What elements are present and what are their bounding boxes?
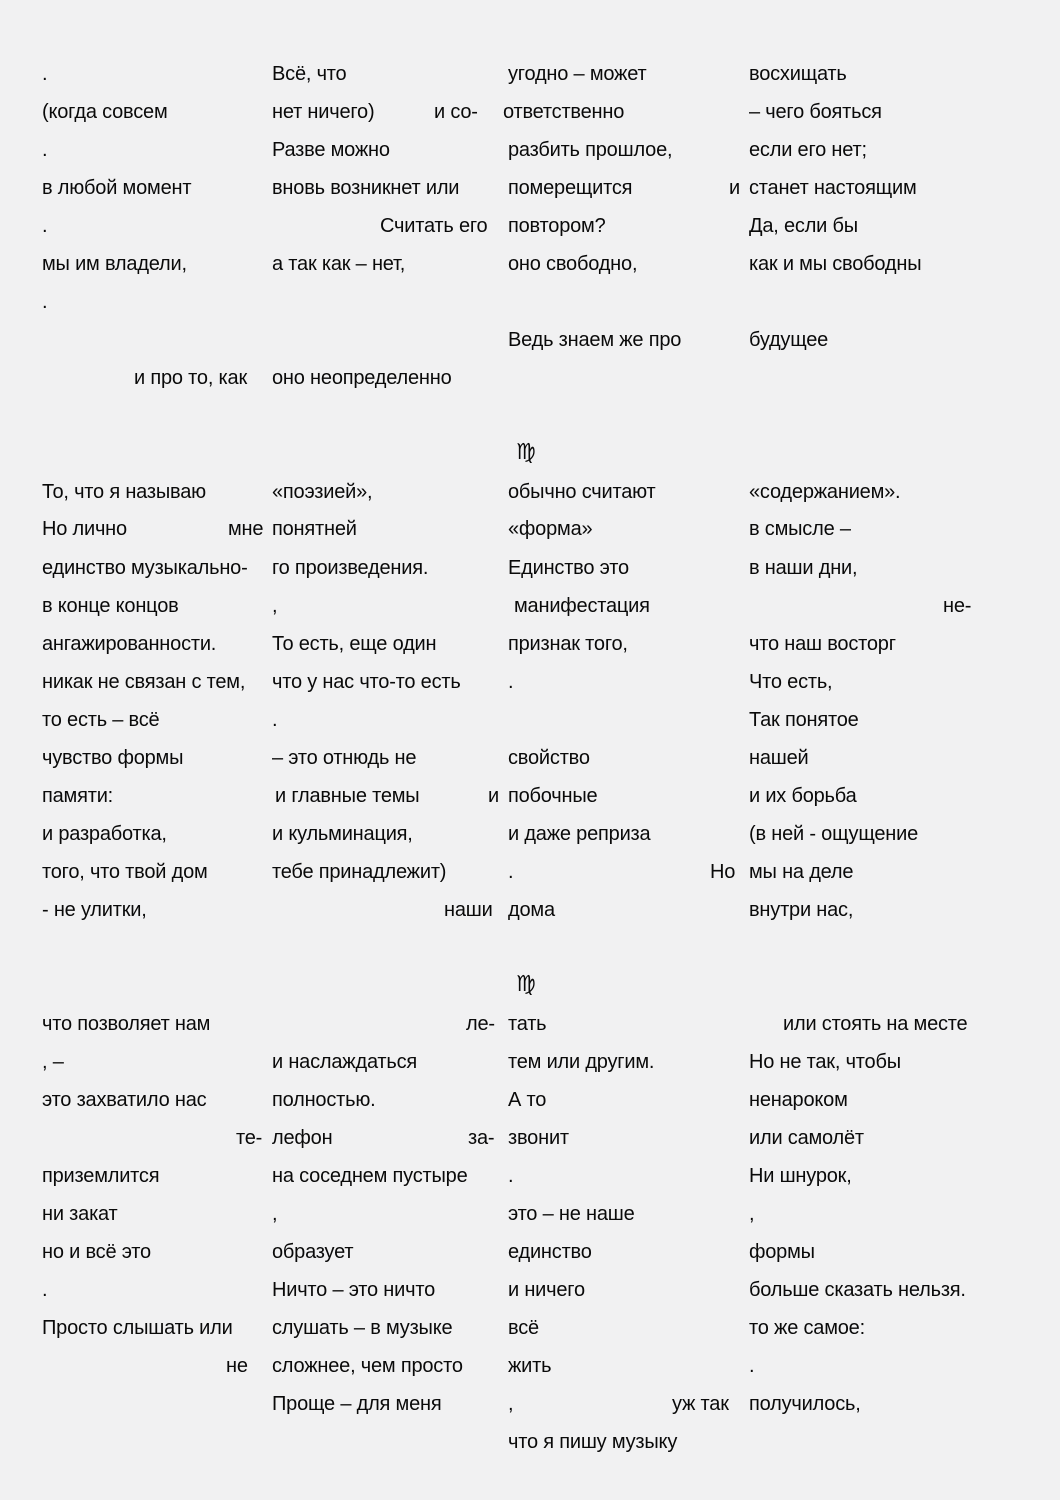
text-line: нашей	[749, 747, 809, 769]
text-line: Но не так, чтобы	[749, 1051, 901, 1073]
text-line: – это отнюдь не	[272, 747, 417, 769]
text-line: того, что твой дом	[42, 861, 208, 883]
text-line: в любой момент	[42, 177, 192, 199]
text-line: оно неопределенно	[272, 367, 452, 389]
text-line: полностью.	[272, 1089, 376, 1111]
text-line: памяти:	[42, 785, 114, 807]
text-line: приземлится	[42, 1165, 160, 1187]
text-line: слушать – в музыке	[272, 1317, 453, 1339]
text-line: чувство формы	[42, 747, 184, 769]
text-line: мне	[228, 518, 264, 540]
text-line: ,	[272, 1203, 278, 1225]
text-line: оно свободно,	[508, 253, 638, 275]
text-line: и	[729, 177, 740, 199]
text-line: (когда совсем	[42, 101, 168, 123]
text-line: То, что я называю	[42, 481, 206, 503]
text-line: это – не наше	[508, 1203, 635, 1225]
text-line: нет ничего)	[272, 101, 375, 123]
text-line: признак того,	[508, 633, 628, 655]
text-line: а так как – нет,	[272, 253, 406, 275]
text-line: «форма»	[508, 518, 593, 540]
text-line: жить	[508, 1355, 552, 1377]
text-line: как и мы свободны	[749, 253, 922, 275]
text-line: то есть – всё	[42, 709, 160, 731]
text-line: и разработка,	[42, 823, 167, 845]
text-line: – чего бояться	[749, 101, 882, 123]
text-line: Считать его	[380, 215, 488, 237]
text-line: А то	[508, 1089, 547, 1111]
text-line: на соседнем пустыре	[272, 1165, 468, 1187]
text-line: , –	[42, 1051, 64, 1073]
text-line: повтором?	[508, 215, 606, 237]
text-line: Ни шнурок,	[749, 1165, 852, 1187]
text-line: Так понятое	[749, 709, 859, 731]
text-line: и	[488, 785, 499, 807]
text-line: обычно считают	[508, 481, 656, 503]
text-line: угодно – может	[508, 63, 647, 85]
text-line: Просто слышать или	[42, 1317, 233, 1339]
text-line: ответственно	[503, 101, 625, 123]
text-line: и наслаждаться	[272, 1051, 418, 1073]
text-line: и про то, как	[134, 367, 247, 389]
text-line: ,	[508, 1393, 514, 1415]
text-line: и даже реприза	[508, 823, 651, 845]
text-line: тем или другим.	[508, 1051, 655, 1073]
text-line: Да, если бы	[749, 215, 858, 237]
text-line: то же самое:	[749, 1317, 865, 1339]
text-line: То есть, еще один	[272, 633, 437, 655]
text-line: .	[42, 139, 48, 161]
text-line: Но лично	[42, 518, 127, 540]
text-line: мы на деле	[749, 861, 854, 883]
text-line: всё	[508, 1317, 539, 1339]
text-line: ,	[272, 595, 278, 617]
text-line: будущее	[749, 329, 829, 351]
text-line: (в ней - ощущение	[749, 823, 919, 845]
text-line: мы им владели,	[42, 253, 187, 275]
text-line: .	[749, 1355, 755, 1377]
text-line: восхищать	[749, 63, 847, 85]
text-line: ,	[749, 1203, 755, 1225]
text-line: и ничего	[508, 1279, 585, 1301]
text-line: за-	[468, 1127, 495, 1149]
text-line: никак не связан с тем,	[42, 671, 246, 693]
text-line: понятней	[272, 518, 357, 540]
text-line: .	[42, 63, 48, 85]
text-line: ле-	[466, 1013, 495, 1035]
text-line: «содержанием».	[749, 481, 901, 503]
text-line: свойство	[508, 747, 590, 769]
text-line: не-	[943, 595, 972, 617]
virgo-symbol-divider: ♍	[516, 971, 536, 996]
text-line: больше сказать нельзя.	[749, 1279, 966, 1301]
text-line: лефон	[272, 1127, 333, 1149]
text-line: Ничто – это ничто	[272, 1279, 436, 1301]
text-line: .	[272, 709, 278, 731]
text-line: это захватило нас	[42, 1089, 207, 1111]
text-line: формы	[749, 1241, 815, 1263]
text-line: что у нас что-то есть	[272, 671, 461, 693]
text-line: го произведения.	[272, 557, 429, 579]
text-line: тебе принадлежит)	[272, 861, 447, 883]
text-line: тать	[508, 1013, 547, 1035]
text-line: образует	[272, 1241, 354, 1263]
text-line: но и всё это	[42, 1241, 151, 1263]
text-line: и их борьба	[749, 785, 857, 807]
text-line: наши	[444, 899, 493, 921]
text-line: и со-	[434, 101, 478, 123]
text-line: если его нет;	[749, 139, 867, 161]
text-line: сложнее, чем просто	[272, 1355, 463, 1377]
text-line: или самолёт	[749, 1127, 864, 1149]
text-line: единство	[508, 1241, 592, 1263]
text-line: побочные	[508, 785, 598, 807]
text-line: ни закат	[42, 1203, 118, 1225]
text-line: манифестация	[514, 595, 650, 617]
text-line: .	[42, 291, 48, 313]
text-line: дома	[508, 899, 555, 921]
text-line: Проще – для меня	[272, 1393, 442, 1415]
virgo-symbol-divider: ♍	[516, 439, 536, 464]
text-line: Что есть,	[749, 671, 833, 693]
text-line: в наши дни,	[749, 557, 858, 579]
text-line: Но	[710, 861, 736, 883]
text-line: Ведь знаем же про	[508, 329, 682, 351]
text-line: что позволяет нам	[42, 1013, 211, 1035]
text-line: Единство это	[508, 557, 629, 579]
text-line: разбить прошлое,	[508, 139, 673, 161]
text-line: внутри нас,	[749, 899, 854, 921]
text-line: не	[226, 1355, 248, 1377]
text-line: что я пишу музыку	[508, 1431, 678, 1453]
text-line: .	[508, 861, 514, 883]
text-line: ненароком	[749, 1089, 848, 1111]
text-line: уж так	[672, 1393, 729, 1415]
text-line: .	[42, 215, 48, 237]
text-line: получилось,	[749, 1393, 861, 1415]
text-line: .	[42, 1279, 48, 1301]
text-line: станет настоящим	[749, 177, 917, 199]
text-line: в конце концов	[42, 595, 179, 617]
text-line: - не улитки,	[42, 899, 147, 921]
text-line: единство музыкально-	[42, 557, 248, 579]
text-line: .	[508, 671, 514, 693]
text-line: .	[508, 1165, 514, 1187]
text-line: ангажированности.	[42, 633, 217, 655]
text-line: или стоять на месте	[783, 1013, 968, 1035]
text-line: померещится	[508, 177, 633, 199]
text-line: что наш восторг	[749, 633, 896, 655]
text-line: те-	[236, 1127, 263, 1149]
text-line: звонит	[508, 1127, 569, 1149]
text-line: Всё, что	[272, 63, 347, 85]
text-line: в смысле –	[749, 518, 851, 540]
text-line: «поэзией»,	[272, 481, 373, 503]
text-line: Разве можно	[272, 139, 390, 161]
text-line: вновь возникнет или	[272, 177, 460, 199]
text-line: и главные темы	[275, 785, 420, 807]
text-line: и кульминация,	[272, 823, 413, 845]
